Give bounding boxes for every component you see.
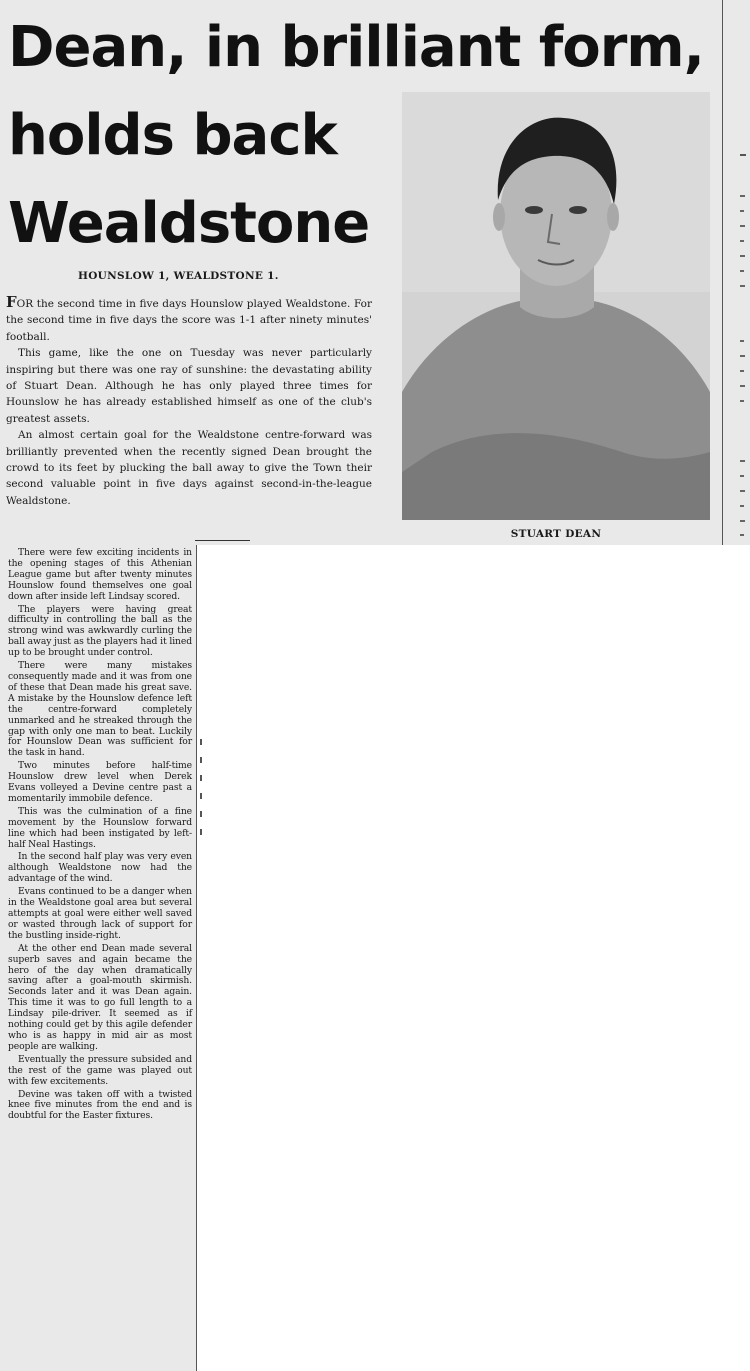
drop-cap: F [6, 293, 17, 311]
lead-text: OR the second time in five days Hounslow played Wealdstone. For the second time in five days the score was 1-1 after ninety minutes' football. [6, 298, 372, 343]
lead-paragraphs [6, 294, 372, 509]
column-paragraph: At the other end Dean made several superb saves and again became the hero of the day when dramatically saving after a goal-mouth skirmish. Seconds later and it was Dean again. This time it was to go full length to a Lindsay pile-driver. It seemed as if nothing could get by this agile defender who is as happy in mid air as most people are walking. [8, 942, 192, 1052]
adjacent-column-texture [198, 735, 206, 845]
headline-line: holds back [8, 103, 337, 168]
column-rule [196, 545, 197, 1371]
lead-paragraph [6, 294, 372, 345]
column-paragraph: The players were having great difficulty in controlling the ball as the strong wind was awkwardly curling the ball away just as the players had it lined up to be brought under control. [8, 603, 192, 659]
article-column [8, 548, 192, 1124]
column-paragraph: Two minutes before half-time Hounslow drew level when Derek Evans volleyed a Devine centre past a momentarily immobile defence. [8, 760, 192, 804]
headline-line: Wealdstone [8, 191, 370, 256]
player-portrait-image [402, 92, 710, 520]
adjacent-column-fragment [198, 735, 206, 845]
headline-line: Dean, in brilliant form, [8, 15, 704, 80]
adjacent-column-texture [738, 150, 750, 540]
lead-paragraph: An almost certain goal for the Wealdstone centre-forward was brilliantly prevented when the recently signed Dean brought the crowd to its feet by plucking the ball away to give the Town their second valuable point in five days against second-in-the-league Wealdstone. [6, 429, 372, 507]
column-paragraph: Eventually the pressure subsided and the rest of the game was played out with few excitements. [8, 1053, 192, 1087]
column-paragraph: Evans continued to be a danger when in the Wealdstone goal area but several attempts at goal were either well saved or wasted through lack of support for the bustling inside-right. [8, 886, 192, 941]
score-subhead: HOUNSLOW 1, WEALDSTONE 1. [78, 270, 279, 282]
player-photo [402, 92, 710, 520]
column-paragraph: In the second half play was very even although Wealdstone now had the advantage of the wind. [8, 851, 192, 885]
separator-rule [195, 540, 250, 541]
column-paragraph: There were many mistakes consequently made and it was from one of these that Dean made his great save. A mistake by the Hounslow defence left the centre-forward completely unmarked and he streaked through the gap with only one man to beat. Luckily for Hounslow Dean was sufficient for the task in hand. [8, 660, 192, 759]
photo-caption: STUART DEAN [510, 528, 602, 540]
lead-paragraph: This game, like the one on Tuesday was never particularly inspiring but there was one ray of sunshine: the devastating ability of Stuart Dean. Although he has only played three times for Hounslow he has already established himself as one of the club's greatest assets. [6, 347, 372, 425]
column-paragraph: This was the culmination of a fine movement by the Hounslow forward line which had been instigated by left-half Neal Hastings. [8, 805, 192, 850]
column-paragraph: There were few exciting incidents in the opening stages of this Athenian League game but after twenty minutes Hounslow found themselves one goal down after inside left Lindsay scored. [8, 547, 192, 602]
column-paragraph: Devine was taken off with a twisted knee five minutes from the end and is doubtful for the Easter fixtures. [8, 1088, 192, 1122]
adjacent-column-fragment [738, 150, 750, 540]
